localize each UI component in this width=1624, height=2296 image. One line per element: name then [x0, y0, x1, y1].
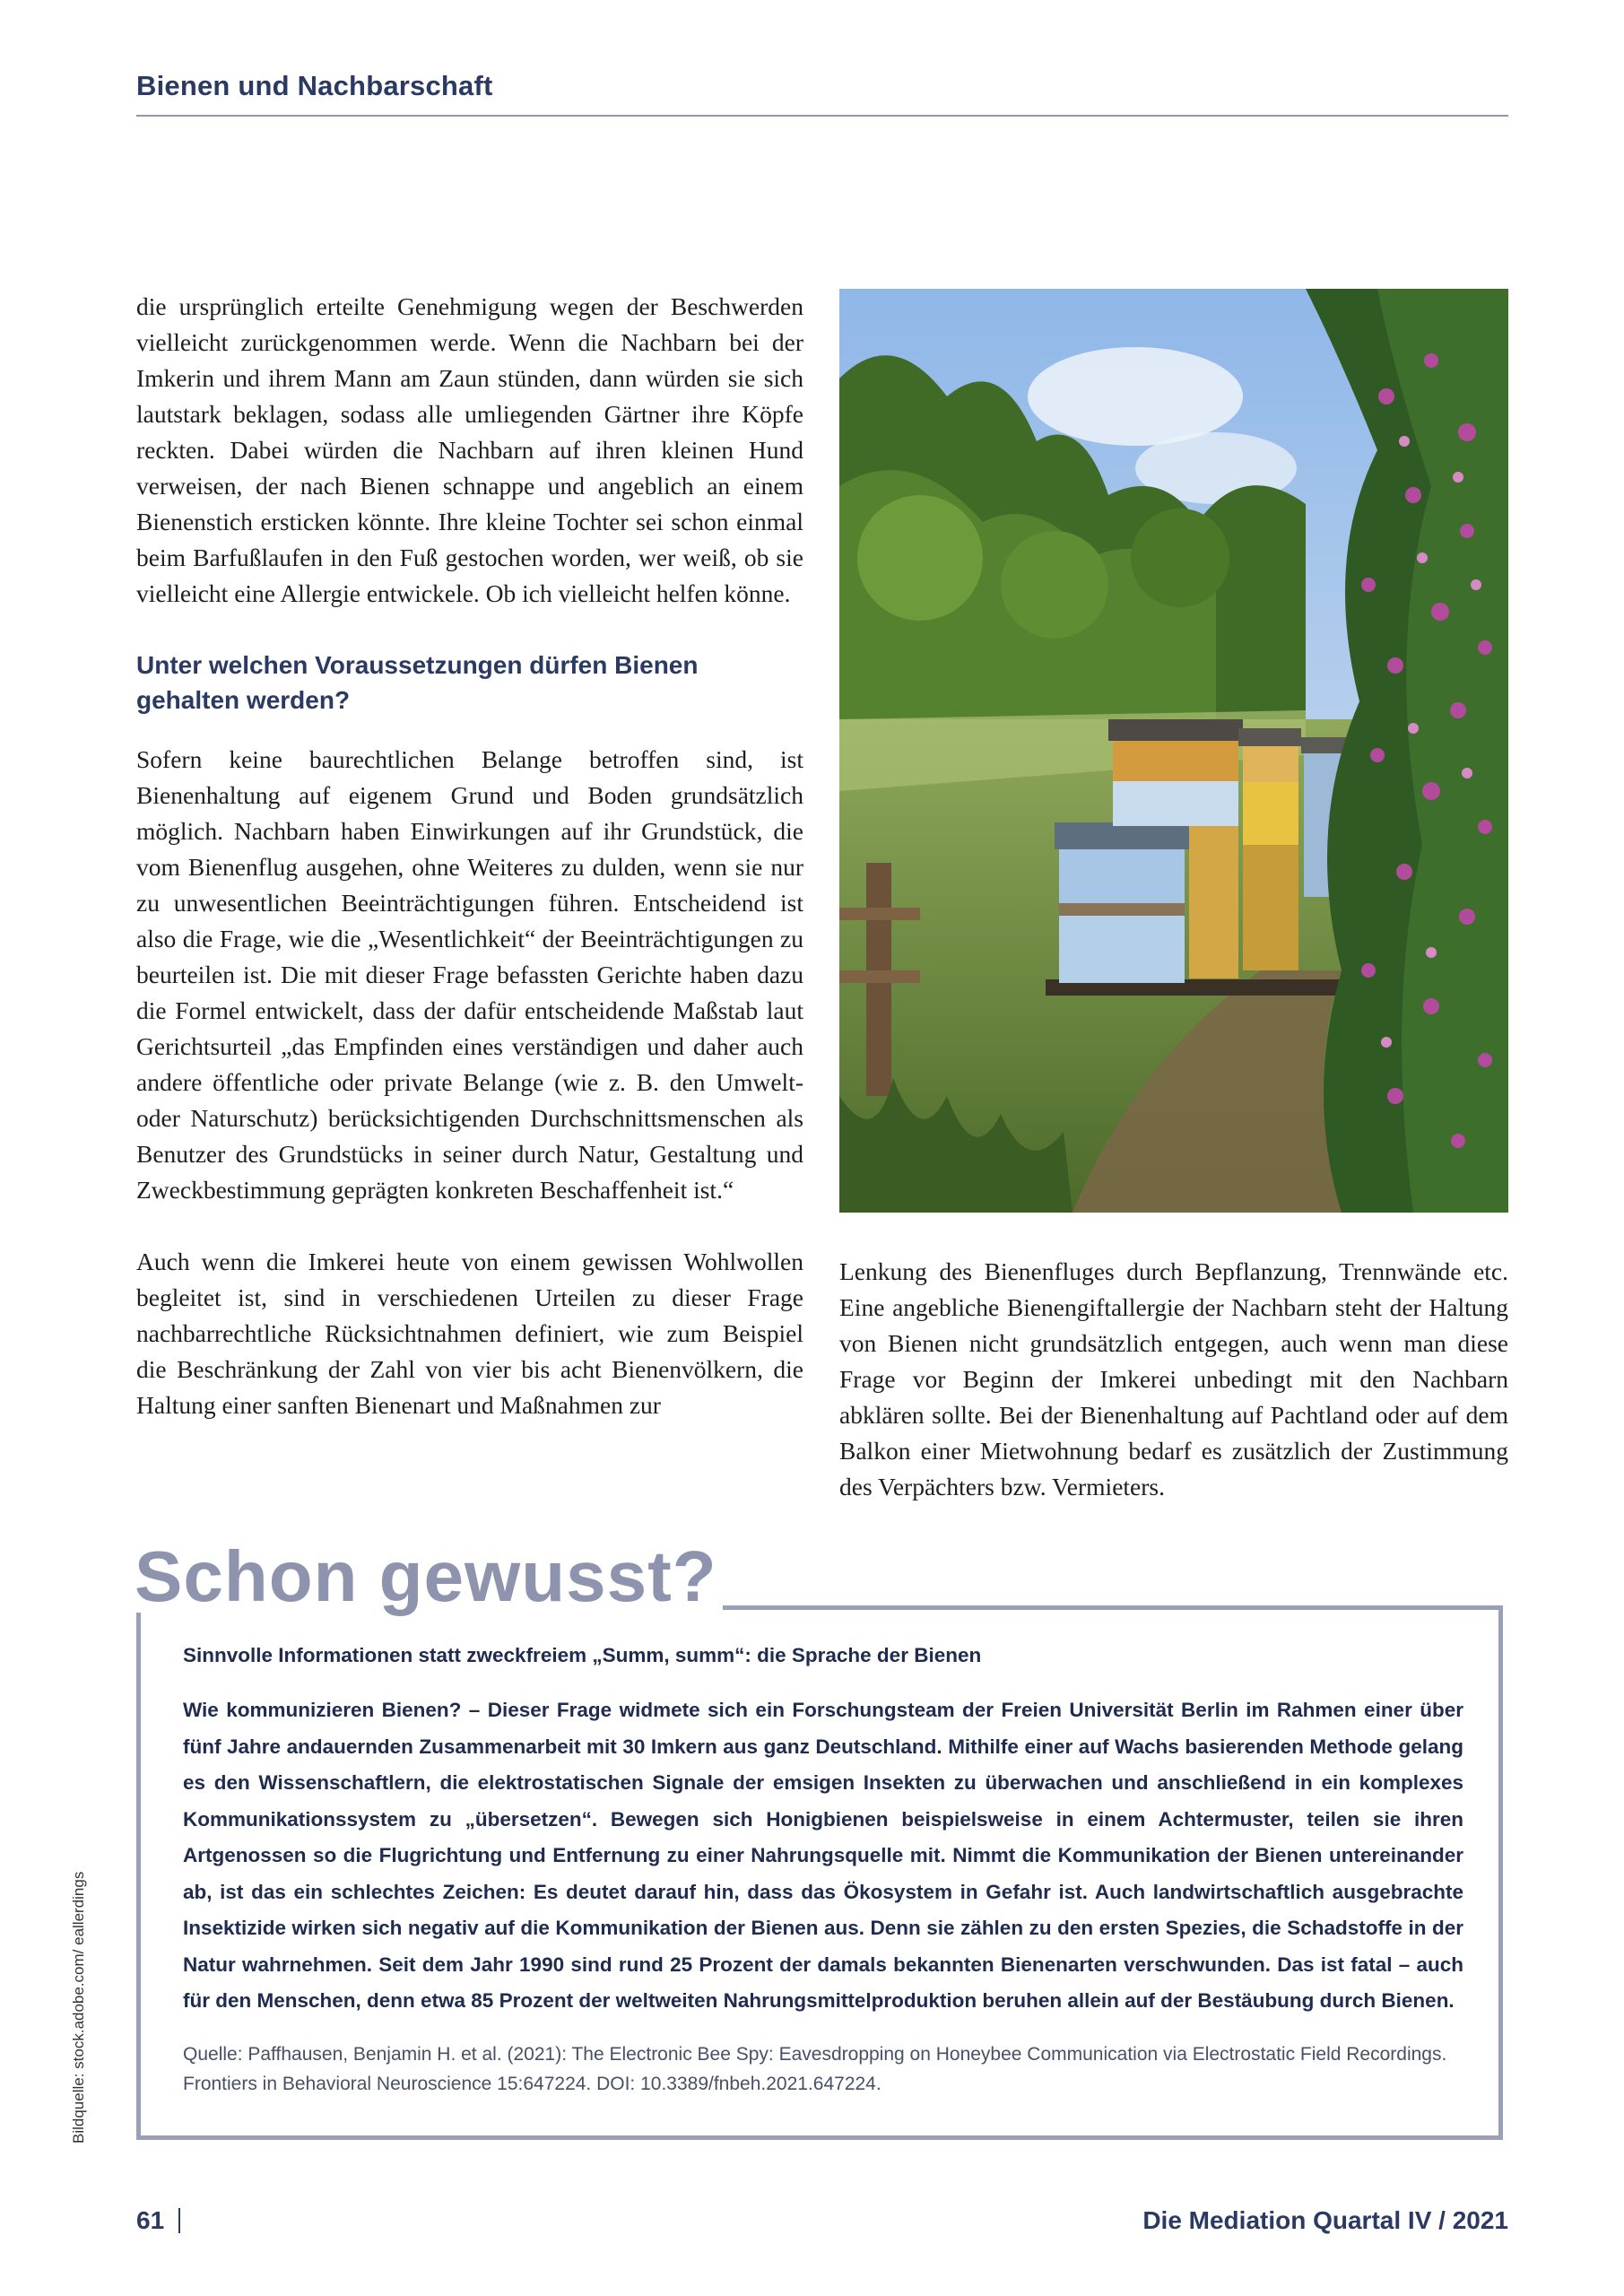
running-header: Bienen und Nachbarschaft — [136, 70, 493, 101]
infobox-heading: Sinnvolle Informationen statt zweckfreiem „Summ, summ“: die Sprache der Bienen — [183, 1644, 982, 1666]
infobox — [136, 1605, 1503, 2140]
right-paragraph-1: Lenkung des Bienenfluges durch Bepflanzung, Trennwände etc. Eine angebliche Bienengiftallergie der Nachbarn steht der Haltung von Bienen nicht grundsätzlich entgegen, auch wenn man diese Frage vor Beginn der Imkerei unbedingt mit den Nachbarn abklären sollte. Bei der Bienenhaltung auf Pachtland oder auf dem Balkon einer Mietwohnung bedarf es zusätzlich der Zustimmung des Verpächters bzw. Vermieters. — [839, 1257, 1508, 1500]
left-paragraph-1: die ursprünglich erteilte Genehmigung wegen der Beschwerden vielleicht zurückgenommen werde. Wenn die Nachbarn bei der Imkerin und ihrem Mann am Zaun stünden, dann würden sie sich lautstark beklagen, sodass alle umliegenden Gärtner ihre Köpfe reckten. Dabei würden die Nachbarn auf ihren kleinen Hund verweisen, der nach Bienen schnappe und angeblich an einem Bienenstich ersticken könnte. Ihre kleine Tochter sei schon einmal beim Barfußlaufen in den Fuß gestochen worden, wer weiß, ob sie vielleicht eine Allergie entwickele. Ob ich vielleicht helfen könne. — [136, 292, 803, 607]
left-paragraph-3: Auch wenn die Imkerei heute von einem gewissen Wohlwollen begleitet ist, sind in verschiedenen Urteilen zu dieser Frage nachbarrechtliche Rücksichtnahmen definiert, wie zum Beispiel die Beschränkung der Zahl von vier bis acht Bienenvölkern, die Haltung einer sanften Bienenart und Maßnahmen zur — [136, 1248, 803, 1419]
image-credit: Bildquelle: stock.adobe.com/ eallerdings — [70, 1871, 87, 2144]
header-divider — [136, 115, 1508, 117]
infobox-content — [183, 1642, 1463, 2099]
infobox-source: Quelle: Paffhausen, Benjamin H. et al. (2021): The Electronic Bee Spy: Eavesdropping on Honeybee Communication via Electrostatic Field Recordings. Frontiers in Behavioral Neuroscience 15:647224. DOI: 10.3389/fnbeh.2021.647224. — [183, 2043, 1447, 2094]
beehives-garden-photo — [839, 289, 1508, 1213]
page-number: 61 — [136, 2206, 165, 2234]
right-text-column — [839, 1254, 1508, 1505]
magazine-name: Die Mediation Quartal IV / 2021 — [1142, 2206, 1508, 2234]
left-text-column — [136, 289, 803, 1423]
infobox-body: Wie kommunizieren Bienen? – Dieser Frage widmete sich ein Forschungsteam der Freien Universität Berlin im Rahmen einer über fünf Jahre andauernden Zusammenarbeit mit 30 Imkern aus ganz Deutschland. Mithilfe einer auf Wachs basierenden Methode gelang es den Wissenschaftlern, die elektrostatischen Signale der emsigen Insekten zu überwachen und anschließend in ein komplexes Kommunikationssystem zu „übersetzen“. Bewegen sich Honigbienen beispielsweise in einem Achtermuster, teilen sie ihren Artgenossen so die Flugrichtung und Entfernung zu einer Nahrungsquelle mit. Nimmt die Kommunikation der Bienen untereinander ab, ist das ein schlechtes Zeichen: Es deutet darauf hin, dass das Ökosystem in Gefahr ist. Auch landwirtschaftlich ausgebrachte Insektizide wirken sich negativ auf die Kommunikation der Bienen aus. Denn sie zählen zu den ersten Spezies, die Schadstoffe in der Natur wahrnehmen. Seit dem Jahr 1990 sind rund 25 Prozent der damals bekannten Bienenarten verschwunden. Das ist fatal – auch für den Menschen, denn etwa 85 Prozent der weltweiten Nahrungsmittelproduktion beruhen allein auf der Bestäubung durch Bienen. — [183, 1699, 1463, 2012]
section-subheading: Unter welchen Voraussetzungen dürfen Bienen gehalten werden? — [136, 651, 699, 714]
infobox-title: Schon gewusst? — [135, 1541, 723, 1613]
left-paragraph-2: Sofern keine baurechtlichen Belange betroffen sind, ist Bienenhaltung auf eigenem Grund und Boden grundsätzlich möglich. Nachbarn haben Einwirkungen auf ihr Grundstück, die vom Bienenflug ausgehen, ohne Weiteres zu dulden, wenn sie nur zu unwesentlichen Beeinträchtigungen führen. Entscheidend ist also die Frage, wie die „Wesentlichkeit“ der Beeinträchtigungen zu beurteilen ist. Die mit dieser Frage befassten Gerichte haben dazu die Formel entwickelt, dass der dafür entscheidende Maßstab laut Gerichtsurteil „das Empfinden eines verständigen und daher auch andere öffentliche oder private Belange (wie z. B. den Umwelt- oder Naturschutz) berücksichtigenden Durchschnittsmenschen als Benutzer des Grundstücks in seiner durch Natur, Gestaltung und Zweckbestimmung geprägten konkreten Beschaffenheit ist.“ — [136, 745, 803, 1204]
footer-separator — [178, 2208, 180, 2233]
